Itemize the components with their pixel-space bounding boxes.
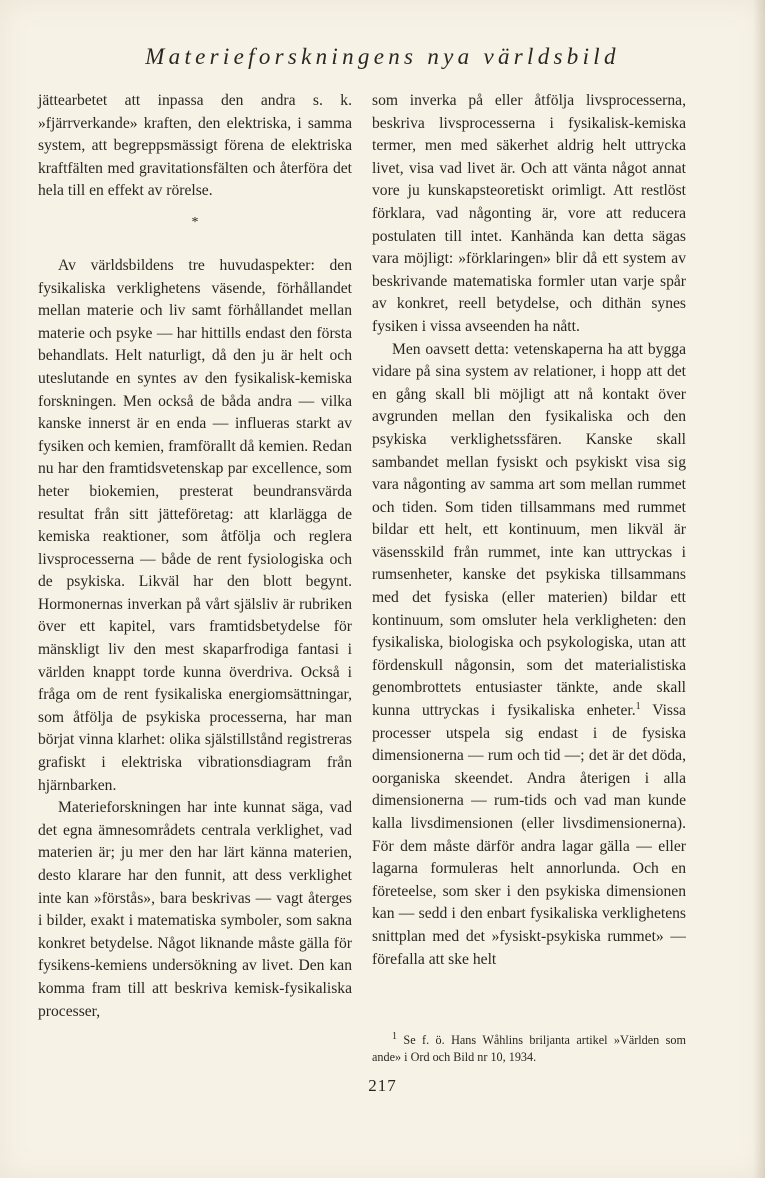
right-paragraph-2-part-1: Men oavsett detta: vetenskaperna ha att bygga vidare på sina system av relationer, i hopp att det en gång skall bli möjligt att nå kontakt över avgrunden mellan den fysikaliska och den psykiska verklighetssfären. Kanske skall sambandet mellan fysiskt och psykiskt visa sig vara någonting av samma art som mellan rummet och tiden. Som tiden tillsammans med rummet bildar ett helt, ett kontinuum, men likväl är väsensskild från rummet, inte kan uttryckas i rumsenheter, kanske det psykiska tillsammans med det fysiska (eller materien) bildar ett kontinuum, som omsluter hela verkligheten: den fysikaliska, biologiska och psykologiska, utan att fördenskull någonsin, som det materialistiska genombrottets entusiaster tänkte, ande skall kunna uttryckas i fysikaliska enheter. [372, 340, 686, 720]
section-separator: * [191, 214, 199, 230]
left-column [38, 90, 352, 1023]
left-paragraph-2: Av världsbildens tre huvudaspekter: den fysikaliska verklighetens väsende, förhållandet mellan materie och liv samt förhållandet mellan materie och psyke — har hittills endast den första behandlats. Helt naturligt, då den ju är helt och uteslutande en syntes av den fysikalisk-kemiska forskningen. Men också de båda andra — vilka kanske innerst är en enda — influeras starkt av fysiken och kemien, framförallt då kemien. Redan nu har den framtidsvetenskap par excellence, som heter biokemien, presterat beundransvärda resultat från sitt jätteföretag: att klarlägga de kemiska reaktioner, som åtfölja och reglera livsprocesserna — både de rent fysiologiska och de psykiska. Likväl har den blott begynt. Hormonernas inverkan på vårt själsliv är rubriken över ett kapitel, vars framtidsbetydelse för mänskligt liv den mest skaparfrodiga fantasi i världen knappt torde kunna överdriva. Också i fråga om de rent fysikaliska energiomsättningar, som åtfölja de psykiska processerna, har man börjat vinna klarhet: olika själstillstånd registreras grafiskt i elektriska vibrationsdiagram från hjärnbarken. [38, 256, 352, 794]
right-paragraph-1: som inverka på eller åtfölja livsprocesserna, beskriva livsprocesserna i fysikalisk-kemiska termer, men med säkerhet aldrig helt uttrycka livet, visa vad livet är. Och att vänta något annat vore ju kunskapsteoretiskt orimligt. Att restlöst förklara, vad någonting är, vore att reducera postulaten till intet. Kanhända kan detta sägas vara möjligt: »förklaringen» blir då ett system av beskrivande matematiska formler utan varje spår av konkret, reell betydelse, och dithän synes fysiken i vissa avseenden ha nått. [372, 92, 686, 335]
right-paragraph-2-part-2: Vissa processer utspela sig endast i de fysiska dimensionerna — rum och tid —; det är det döda, oorganiska skeendet. Andra återigen i alla dimensionerna — rum-tids och vad man kunde kalla livsdimensionen (eller livsdimensionerna). För dem måste därför andra lagar gälla — eller lagarna formuleras helt annorlunda. Och en företeelse, som sker i den psykiska dimensionen kan — sedd i den enbart fysikaliska verklighetens snittplan med det »fysiskt-psykiska rummet» — förefalla att ske helt [372, 702, 686, 968]
footnote-text: Se f. ö. Hans Wåhlins briljanta artikel »Världen som ande» i Ord och Bild nr 10, 1934. [372, 1033, 686, 1064]
page-number: 217 [368, 1076, 397, 1095]
right-paragraph-2 [372, 339, 686, 972]
page-edge-shadow [753, 0, 765, 1178]
footnote-marker: 1 [392, 1030, 397, 1042]
footnote [372, 1032, 686, 1066]
right-column [372, 90, 686, 971]
running-head: Materieforskningens nya världsbild [145, 44, 620, 69]
left-paragraph-1: jättearbetet att inpassa den andra s. k. »fjärrverkande» kraften, den elektriska, i samma system, att begreppsmässigt förena de elektriska kraftfälten med gravitationsfälten och återföra det hela till en effekt av rörelse. [38, 92, 352, 200]
left-paragraph-3: Materieforskningen har inte kunnat säga, vad det egna ämnesområdets centrala verklighet, vad materien är; ju mer den har lärt känna materien, desto klarare har den funnit, att dess verklighet inte kan »förstås», bara beskrivas — vagt återges i bilder, exakt i matematiska symboler, som sakna konkret betydelse. Något liknande måste gälla för fysikens-kemiens undersökning av livet. Den kan komma fram till att beskriva kemisk-fysikaliska processer, [38, 799, 352, 1020]
footnote-reference[interactable]: 1 [635, 700, 641, 712]
